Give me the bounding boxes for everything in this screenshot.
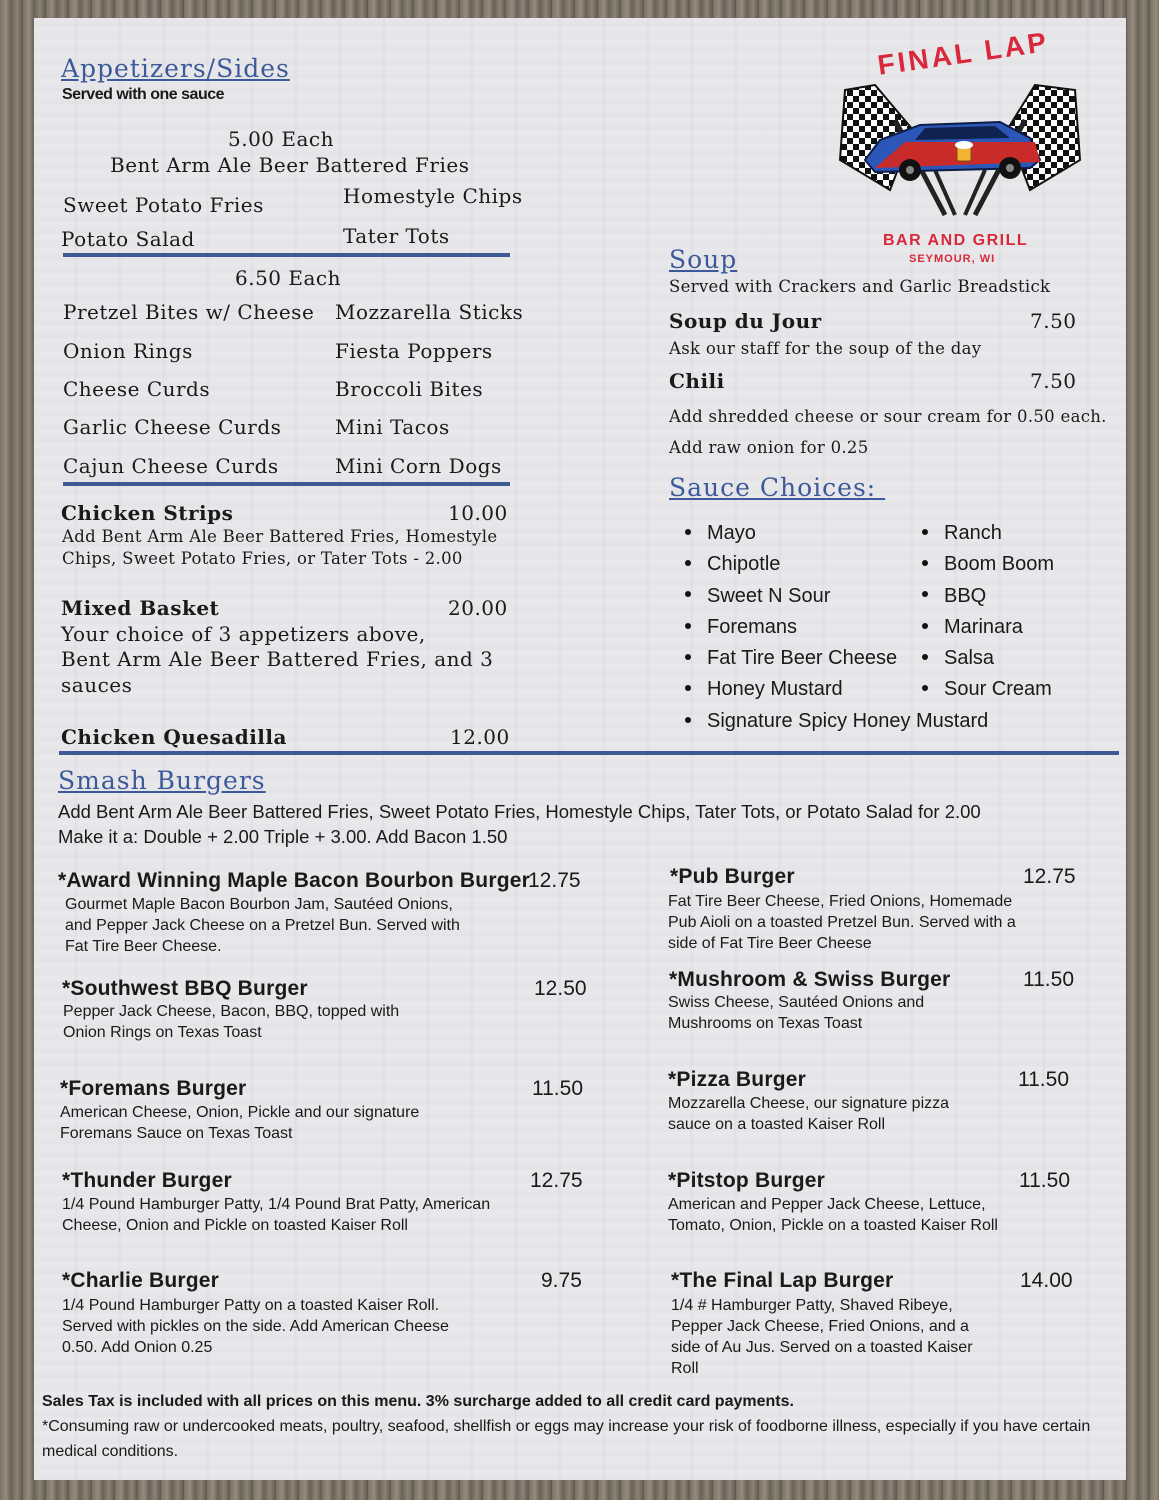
burger-desc: American and Pepper Jack Cheese, Lettuce, Tomato, Onion, Pickle on a toasted Kaiser Roll xyxy=(668,1196,998,1234)
mixed-basket-desc: Bent Arm Ale Beer Battered Fries, and 3 xyxy=(61,647,494,671)
burgers-note: Make it a: Double + 2.00 Triple + 3.00. Add Bacon 1.50 xyxy=(58,826,508,847)
sauce-item: Honey Mustard xyxy=(685,674,988,705)
mixed-basket-price: 20.00 xyxy=(448,596,508,620)
burger-name: *Pitstop Burger xyxy=(668,1169,826,1192)
burger-desc: 1/4 Pound Hamburger Patty on a toasted Kaiser Roll. Served with pickles on the side. Add American Cheese 0.50. Add Onion 0.25 xyxy=(62,1297,449,1356)
chicken-strips-price: 10.00 xyxy=(448,501,508,525)
logo-subtitle: BAR AND GRILL xyxy=(883,232,1029,249)
food-safety-notice: *Consuming raw or undercooked meats, poultry, seafood, shellfish or eggs may increase your risk of foodborne illness, especially if you have certain xyxy=(42,1418,1091,1435)
burger-name: *The Final Lap Burger xyxy=(671,1269,894,1292)
menu-item: Tater Tots xyxy=(343,224,450,248)
mixed-basket-desc: sauces xyxy=(61,673,133,697)
sauce-list-right xyxy=(922,518,1054,706)
bullet-icon xyxy=(922,654,928,660)
bullet-icon xyxy=(922,529,928,535)
menu-item: Homestyle Chips xyxy=(343,184,523,208)
sauce-item: Signature Spicy Honey Mustard xyxy=(685,706,988,737)
chicken-strips-desc: Add Bent Arm Ale Beer Battered Fries, Homestyle xyxy=(62,527,498,546)
burger-name: *Pizza Burger xyxy=(668,1068,806,1091)
sauce-item: Fat Tire Beer Cheese xyxy=(685,643,988,674)
logo-title: FINAL LAP xyxy=(875,26,1051,81)
burger-desc: Mozzarella Cheese, our signature pizza sauce on a toasted Kaiser Roll xyxy=(668,1095,950,1133)
burger-desc: Swiss Cheese, Sautéed Onions and Mushrooms on Texas Toast xyxy=(668,994,925,1032)
menu-item: Onion Rings xyxy=(63,339,193,363)
sauce-item: Marinara xyxy=(922,612,1054,643)
menu-item: Potato Salad xyxy=(61,227,195,251)
sauce-item: Sour Cream xyxy=(922,674,1054,705)
section-divider xyxy=(59,751,1119,755)
food-safety-notice: medical conditions. xyxy=(42,1443,179,1460)
tier1-center-item: Bent Arm Ale Beer Battered Fries xyxy=(110,153,470,177)
sauce-item: Foremans xyxy=(685,612,988,643)
sauce-item: Chipotle xyxy=(685,549,988,580)
bullet-icon xyxy=(685,654,691,660)
burger-name: *Pub Burger xyxy=(670,865,795,888)
burger-price: 14.00 xyxy=(1020,1269,1073,1292)
burger-price: 12.75 xyxy=(528,869,581,892)
menu-item: Cheese Curds xyxy=(63,377,211,401)
sauce-title: Sauce Choices: xyxy=(669,473,886,502)
menu-item: Mini Tacos xyxy=(335,415,450,439)
chicken-strips-desc: Chips, Sweet Potato Fries, or Tater Tots - 2.00 xyxy=(62,549,463,568)
menu-item: Mini Corn Dogs xyxy=(335,454,502,478)
bullet-icon xyxy=(685,529,691,535)
menu-item: Fiesta Poppers xyxy=(335,339,493,363)
bullet-icon xyxy=(922,623,928,629)
burgers-title: Smash Burgers xyxy=(58,766,266,795)
soup-item-name: Soup du Jour xyxy=(669,309,822,333)
bullet-icon xyxy=(922,560,928,566)
menu-item: Sweet Potato Fries xyxy=(63,193,264,217)
burger-price: 9.75 xyxy=(541,1269,582,1292)
tier2-price: 6.50 Each xyxy=(235,266,341,290)
menu-item: Mozzarella Sticks xyxy=(335,300,524,324)
burger-price: 11.50 xyxy=(1023,968,1074,991)
soup-item-desc: Ask our staff for the soup of the day xyxy=(669,339,982,358)
soup-note: Add shredded cheese or sour cream for 0.50 each. xyxy=(669,407,1107,426)
soup-note: Add raw onion for 0.25 xyxy=(669,438,869,457)
menu-item: Cajun Cheese Curds xyxy=(63,454,279,478)
soup-item-name: Chili xyxy=(669,369,725,393)
burger-name: *Foremans Burger xyxy=(60,1077,247,1100)
sauce-item: Ranch xyxy=(922,518,1054,549)
soup-subtitle: Served with Crackers and Garlic Breadstick xyxy=(669,277,1051,296)
bullet-icon xyxy=(685,591,691,597)
sauce-item: Salsa xyxy=(922,643,1054,674)
final-lap-logo xyxy=(835,26,1085,270)
mixed-basket-name: Mixed Basket xyxy=(61,596,220,620)
bullet-icon xyxy=(685,685,691,691)
sauce-item: Sweet N Sour xyxy=(685,581,988,612)
burger-price: 12.75 xyxy=(530,1169,583,1192)
sauce-item: Boom Boom xyxy=(922,549,1054,580)
burger-desc: Gourmet Maple Bacon Bourbon Jam, Sautéed Onions, and Pepper Jack Cheese on a Pretzel Bun. Served with Fat Tire Beer Cheese. xyxy=(65,896,460,955)
burger-name: *Thunder Burger xyxy=(62,1169,232,1192)
burger-price: 11.50 xyxy=(1019,1169,1070,1192)
burger-desc: Pepper Jack Cheese, Bacon, BBQ, topped with Onion Rings on Texas Toast xyxy=(63,1003,400,1041)
bullet-icon xyxy=(685,623,691,629)
burger-desc: 1/4 # Hamburger Patty, Shaved Ribeye, Pepper Jack Cheese, Fried Onions, and a side of Au Jus. Served on a toasted Kaiser Roll xyxy=(671,1297,973,1377)
bullet-icon xyxy=(922,591,928,597)
burger-desc: 1/4 Pound Hamburger Patty, 1/4 Pound Brat Patty, American Cheese, Onion and Pickle on toasted Kaiser Roll xyxy=(62,1196,491,1234)
bullet-icon xyxy=(685,717,691,723)
burger-price: 12.75 xyxy=(1023,865,1076,888)
sauce-item: BBQ xyxy=(922,581,1054,612)
burger-name: *Award Winning Maple Bacon Bourbon Burger xyxy=(58,869,530,892)
burger-desc: Fat Tire Beer Cheese, Fried Onions, Homemade Pub Aioli on a toasted Pretzel Bun. Served with a side of Fat Tire Beer Cheese xyxy=(668,893,1016,952)
menu-item: Pretzel Bites w/ Cheese xyxy=(63,300,315,324)
divider xyxy=(63,253,510,257)
soup-item-price: 7.50 xyxy=(1030,369,1077,393)
burger-name: *Mushroom & Swiss Burger xyxy=(669,968,951,991)
chicken-strips-name: Chicken Strips xyxy=(61,501,234,525)
burgers-note: Add Bent Arm Ale Beer Battered Fries, Sweet Potato Fries, Homestyle Chips, Tater Tots, or Potato Salad for 2.00 xyxy=(58,801,981,822)
burger-name: *Southwest BBQ Burger xyxy=(62,977,308,1000)
bullet-icon xyxy=(685,560,691,566)
tax-notice: Sales Tax is included with all prices on this menu. 3% surcharge added to all credit card payments. xyxy=(42,1393,794,1410)
burger-price: 11.50 xyxy=(1018,1068,1069,1091)
sauce-item: Mayo xyxy=(685,518,988,549)
quesadilla-name: Chicken Quesadilla xyxy=(61,725,287,749)
soup-item-price: 7.50 xyxy=(1030,309,1077,333)
quesadilla-price: 12.00 xyxy=(450,725,510,749)
burger-desc: American Cheese, Onion, Pickle and our signature Foremans Sauce on Texas Toast xyxy=(60,1104,420,1142)
soup-title: Soup xyxy=(669,245,738,274)
tier1-price: 5.00 Each xyxy=(228,127,334,151)
appetizers-subtitle: Served with one sauce xyxy=(62,86,225,103)
divider xyxy=(63,482,510,486)
burger-price: 11.50 xyxy=(532,1077,583,1100)
menu-item: Broccoli Bites xyxy=(335,377,484,401)
mixed-basket-desc: Your choice of 3 appetizers above, xyxy=(61,622,426,646)
menu-item: Garlic Cheese Curds xyxy=(63,415,282,439)
logo-location: SEYMOUR, WI xyxy=(909,253,996,265)
appetizers-title: Appetizers/Sides xyxy=(61,54,290,83)
burger-name: *Charlie Burger xyxy=(62,1269,220,1292)
bullet-icon xyxy=(922,685,928,691)
burger-price: 12.50 xyxy=(534,977,587,1000)
